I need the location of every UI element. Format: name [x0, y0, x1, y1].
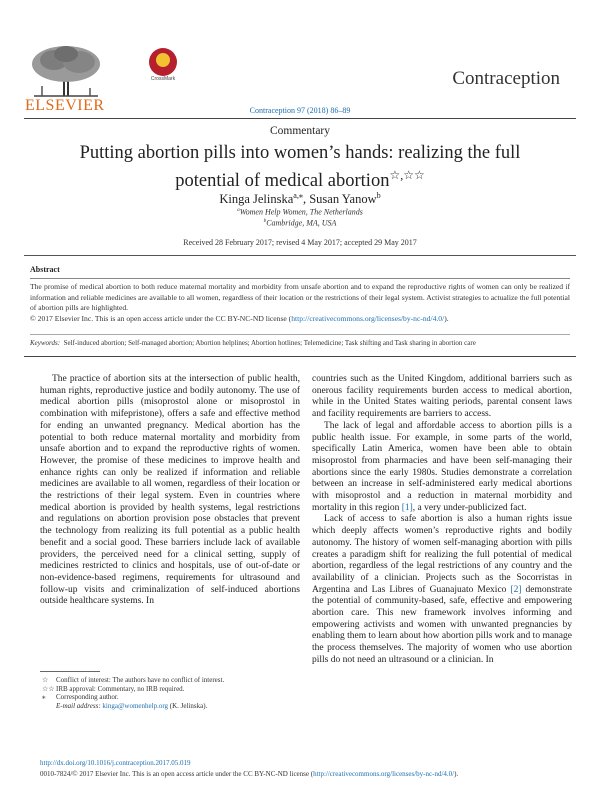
- doi-link[interactable]: http://dx.doi.org/10.1016/j.contraception.2017.05.019: [40, 759, 191, 767]
- elsevier-tree-logo: [24, 42, 108, 98]
- author-separator: ,: [302, 192, 310, 207]
- crossmark-icon: [149, 48, 177, 76]
- title-footnote-marks[interactable]: ☆,☆☆: [389, 168, 425, 182]
- body-column-left: [40, 374, 300, 608]
- article-history: Received 28 February 2017; revised 4 May 2017; accepted 29 May 2017: [183, 238, 417, 247]
- license-link[interactable]: http://creativecommons.org/licenses/by-nc-nd/4.0/: [313, 770, 455, 778]
- crossmark-label: CrossMark: [150, 76, 176, 82]
- license-text: © 2017 Elsevier Inc. This is an open access article under the CC BY-NC-ND license (: [30, 313, 292, 323]
- abstract-heading: Abstract: [30, 265, 60, 274]
- body-paragraph: countries such as the United Kingdom, additional barriers such as onerous facility requirements burden access to medical abortion, while in the United States waiting periods, parental consent laws and facility requirements are barriers to access.: [312, 374, 572, 420]
- footnote: [56, 702, 306, 711]
- license-text-end: ).: [444, 313, 449, 323]
- reference-link[interactable]: [1]: [401, 502, 413, 513]
- paragraph-text: demonstrate the potential of community-based, safe, effective and empowering abortion care. This new framework involves informing and empowering activists and women with unwanted pregnancies by enabling them to learn about how abortion pills work and to manage the process themselves. The majority of women who use abortion pills do not need an ultrasound or a clinician. In: [312, 584, 572, 665]
- abstract-divider: [30, 278, 570, 279]
- author-list: [0, 190, 600, 207]
- affiliation-text: Women Help Women, The Netherlands: [239, 207, 363, 217]
- email-link[interactable]: kinga@womenhelp.org: [102, 701, 169, 710]
- footnote-text: Conflict of interest: The authors have no conflict of interest.: [56, 676, 225, 684]
- keywords: [30, 339, 570, 347]
- issn-line: [40, 770, 458, 778]
- abstract-body: [30, 282, 570, 324]
- footnote-mark: ☆: [42, 676, 49, 684]
- paragraph-text: The lack of legal and affordable access to abortion pills is a public health issue. For example, in some parts of the world, specifically Latin America, women have been able to obtain misoprostol from pharmacies and have been self-managing their abortions since the early 1980s. Studies demonstrate a correlation between an increase in self-administered early medical abortions with misoprostol and a reduction in maternal morbidity and mortality in this region: [312, 420, 572, 513]
- author-name[interactable]: Kinga Jelinska: [219, 192, 294, 207]
- footnote-text: (K. Jelinska).: [168, 701, 208, 710]
- abstract-license: [30, 314, 570, 325]
- footnotes: [42, 676, 306, 710]
- publisher-name: ELSEVIER: [25, 97, 105, 114]
- section-divider: [24, 255, 576, 256]
- journal-citation[interactable]: Contraception 97 (2018) 86–89: [249, 106, 351, 115]
- author-affiliation-mark[interactable]: a,⁎: [293, 191, 303, 200]
- paragraph-text: Lack of access to safe abortion is also a human rights issue which deeply affects women’s reproductive rights and bodily autonomy. The history of women self-managing abortion with pills creates a paradigm shift for realizing the full potential of medical abortion, regardless of the legal restrictions of any country and the availability of a clinician. Projects such as the Socorristas in Argentina and Las Libres of Guanajuato Mexico: [312, 514, 572, 595]
- license-link[interactable]: http://creativecommons.org/licenses/by-nc-nd/4.0/: [291, 313, 445, 323]
- affiliation-mark: a: [237, 207, 240, 213]
- keywords-label: Keywords:: [30, 339, 61, 347]
- body-divider: [24, 356, 576, 357]
- article-title: [40, 142, 560, 192]
- reference-link[interactable]: [2]: [510, 584, 522, 595]
- journal-name: Contraception: [452, 68, 560, 89]
- affiliation-a: [0, 207, 600, 217]
- body-paragraph: [312, 421, 572, 515]
- body-paragraph: [312, 514, 572, 666]
- affiliation-b: [0, 218, 600, 228]
- abstract-paragraph: The promise of medical abortion to both reduce maternal mortality and morbidity from unsafe abortion and to expand the reproductive rights of women can only be realized if information and reliable medicines are available to all women, regardless of their location or the restrictions of their legal system. Activist strategies to actualize the full potential of abortion pills are highlighted.: [30, 282, 570, 313]
- footnote: [42, 676, 306, 685]
- footnote-text: IRB approval: Commentary, no IRB required.: [56, 684, 185, 693]
- footnote-text: Corresponding author.: [56, 693, 119, 701]
- body-column-right: [312, 374, 572, 667]
- title-line-2: potential of medical abortion: [175, 171, 390, 192]
- footnote-mark: ⁎: [42, 693, 46, 701]
- body-paragraph: The practice of abortion sits at the intersection of public health, human rights, reproductive justice and bodily autonomy. The use of medical abortion pills (misoprostol alone or misoprostol in combination with mifepristone), offers a safe and effective method for ending an unwanted pregnancy. Medical abortion has the potential to both reduce maternal mortality and morbidity from unsafe abortion and to expand the reproductive rights of women. However, the promise of these medicines to improve health and enhance rights can only be realized if information and reliable medicines are available to all women, regardless of their location or the restrictions of their legal system. Even in countries where medical abortion is provided by health systems, legal restrictions and regulations on abortion provision pose obstacles that prevent the technology from realizing its full potential as a public health benefit and a social good. These barriers include lack of available providers, the perceived need for a clinical setting, supply of medicines restricted to clinics and hospitals, use of out-of-date or non-evidence-based regimens, requirements for ultrasound and follow-up visits and criminalization of self-induced abortions outside healthcare systems. In: [40, 374, 300, 607]
- header-divider: [24, 118, 576, 119]
- issn-text-end: ).: [454, 770, 459, 778]
- affiliation-text: Cambridge, MA, USA: [266, 218, 337, 228]
- article-type: Commentary: [269, 125, 331, 137]
- affiliation-mark: b: [263, 218, 267, 224]
- title-line-1: Putting abortion pills into women’s hands: realizing the full: [79, 143, 521, 163]
- author-affiliation-mark[interactable]: b: [376, 191, 381, 200]
- issn-text: 0010-7824/© 2017 Elsevier Inc. This is an open access article under the CC BY-NC-ND license (: [40, 770, 314, 778]
- keywords-divider: [30, 334, 570, 335]
- email-label: E-mail address:: [56, 701, 101, 710]
- author-name[interactable]: Susan Yanow: [309, 192, 377, 207]
- footnote-mark: ☆☆: [42, 684, 55, 693]
- footnote: [42, 693, 306, 702]
- paragraph-text: , a very under-publicized fact.: [412, 502, 527, 513]
- crossmark-badge[interactable]: [145, 48, 181, 86]
- footnote: [42, 684, 306, 694]
- footnote-divider: [40, 671, 100, 672]
- keywords-list: Self-induced abortion; Self-managed abortion; Abortion helplines; Abortion hotlines; Telemedicine; Task shifting and Task sharing in abortion care: [63, 339, 476, 347]
